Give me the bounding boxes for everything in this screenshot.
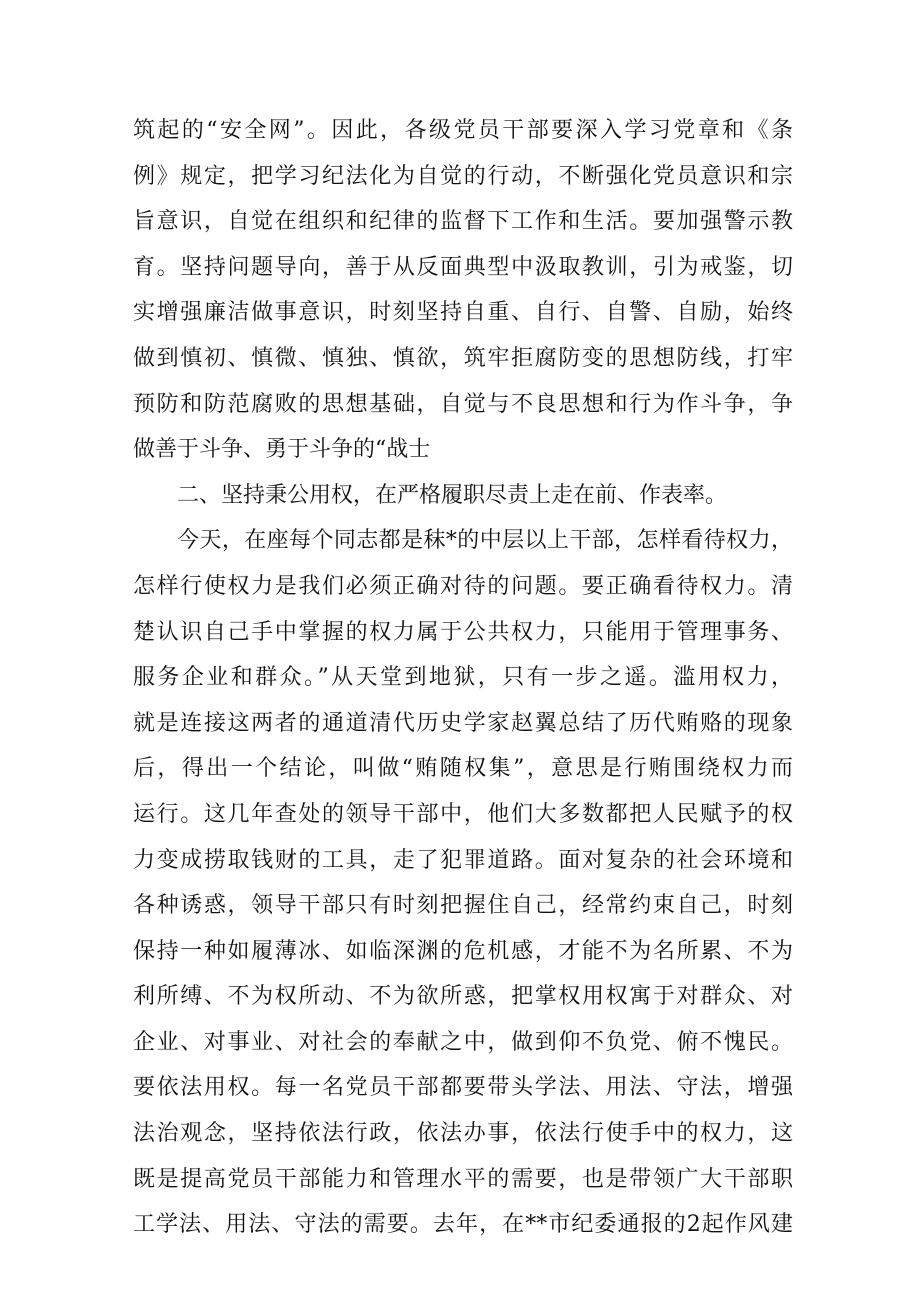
text-line: 楚认识自己手中掌握的权力属于公共权力，只能用于管理事务、 (133, 619, 793, 645)
text-line: 后，得出一个结论，叫做“贿随权集”，意思是行贿围绕权力而 (133, 756, 793, 782)
text-line: 保持一种如履薄冰、如临深渊的危机感，才能不为名所累、不为 (133, 938, 793, 964)
text-line: 利所缚、不为权所动、不为欲所惑，把掌权用权寓于对群众、对 (133, 984, 793, 1010)
body-text (133, 108, 793, 1248)
text-line: 工学法、用法、守法的需要。去年，在**市纪委通报的2起作风建 (133, 1212, 793, 1238)
text-line: 企业、对事业、对社会的奉献之中，做到仰不负党、俯不愧民。 (133, 1029, 793, 1055)
text-line: 预防和防范腐败的思想基础，自觉与不良思想和行为作斗争，争 (133, 391, 793, 417)
text-line: 做善于斗争、勇于斗争的“战士 (133, 437, 431, 463)
text-line: 育。坚持问题导向，善于从反面典型中汲取教训，引为戒鉴，切 (133, 254, 793, 280)
text-line: 既是提高党员干部能力和管理水平的需要，也是带领广大干部职 (133, 1166, 793, 1192)
text-line: 怎样行使权力是我们必须正确对待的问题。要正确看待权力。清 (133, 573, 793, 599)
section-heading: 二、坚持秉公用权，在严格履职尽责上走在前、作表率。 (177, 482, 728, 508)
text-line: 服务企业和群众。”从天堂到地狱，只有一步之遥。滥用权力， (133, 665, 793, 691)
text-line: 筑起的“安全网”。因此，各级党员干部要深入学习党章和《条 (133, 118, 793, 143)
text-line: 做到慎初、慎微、慎独、慎欲，筑牢拒腐防变的思想防线，打牢 (133, 345, 793, 371)
text-line: 就是连接这两者的通道清代历史学家赵翼总结了历代贿赂的现象 (133, 710, 793, 736)
text-line: 运行。这几年查处的领导干部中，他们大多数都把人民赋予的权 (133, 801, 793, 827)
text-line: 力变成捞取钱财的工具，走了犯罪道路。面对复杂的社会环境和 (133, 847, 793, 873)
text-line: 旨意识，自觉在组织和纪律的监督下工作和生活。要加强警示教 (133, 209, 793, 235)
text-line: 要依法用权。每一名党员干部都要带头学法、用法、守法，增强 (133, 1075, 793, 1101)
text-line: 今天，在座每个同志都是秣*的中层以上干部，怎样看待权力， (177, 528, 793, 554)
text-line: 各种诱惑，领导干部只有时刻把握住自己，经常约束自己，时刻 (133, 893, 793, 919)
text-line: 例》规定，把学习纪法化为自觉的行动，不断强化党员意识和宗 (133, 163, 793, 189)
text-line: 实增强廉洁做事意识，时刻坚持自重、自行、自警、自励，始终 (133, 300, 793, 326)
text-line: 法治观念，坚持依法行政，依法办事，依法行使手中的权力，这 (133, 1121, 793, 1147)
